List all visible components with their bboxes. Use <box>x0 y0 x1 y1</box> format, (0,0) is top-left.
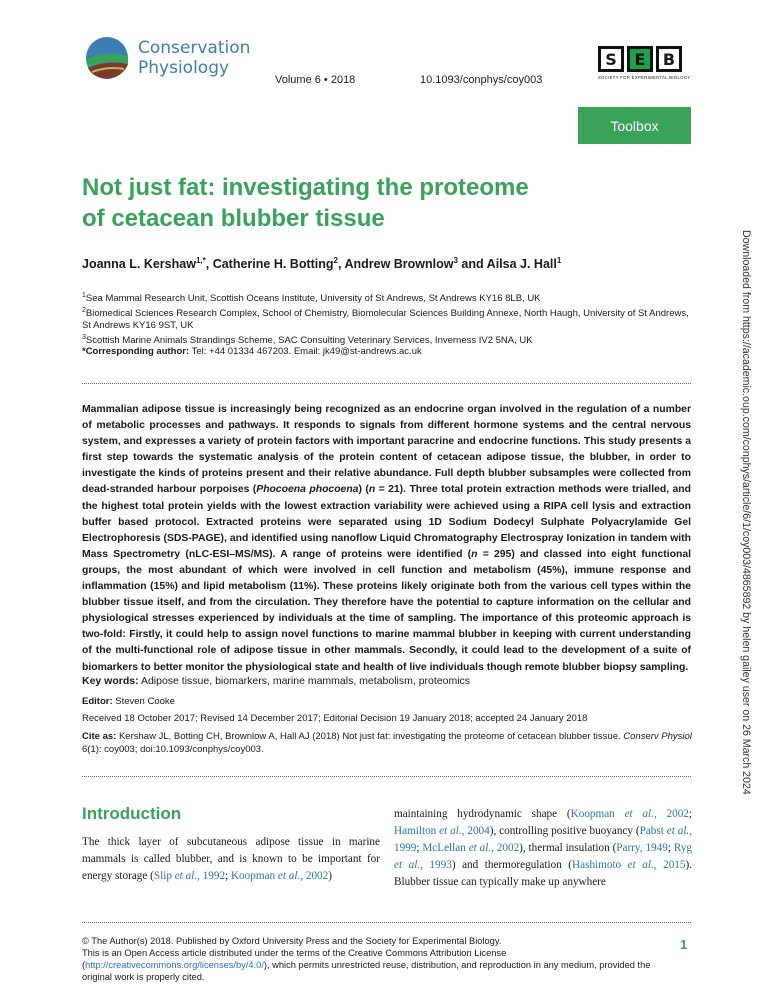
abstract: Mammalian adipose tissue is increasingly being recognized as an endocrine organ involved in the regulation of a number of metabolic processes and pathways. It responds to signals from different hormone systems and the central nervous system, and expresses a variety of protein factors with important paracrine and endocrine functions. This study presents a first step towards the systematic analysis of the protein content of cetacean adipose tissue, the blubber, in order to investigate the kinds of proteins present and their relative abundance. Full depth blubber subsamples were collected from dead-stranded harbour porpoises (Phocoena phocoena) (n = 21). Three total protein extraction methods were trialled, and the highest total protein yields with the lowest extraction variability were achieved using a RIPA cell lysis and extraction buffer based protocol. Extracted proteins were separated using 1D Sodium Dodecyl Sulphate Polyacrylamide Gel Electrophoresis (SDS-PAGE), and identified using nanoflow Liquid Chromatography Electrospray Ionization in tandem with Mass Spectrometry (nLC-ESI–MS/MS). A range of proteins were identified (n = 295) and classed into eight functional groups, the most abundant of which were involved in cell function and metabolism (45%), immune response and inflammation (15%) and lipid metabolism (11%). These proteins likely originate both from the various cell types within the blubber tissue itself, and from the circulation. They therefore have the potential to capture information on the cellular and physiological stresses experienced by individuals at the time of sampling. The importance of this proteomic approach is two-fold: Firstly, it could help to assign novel functions to marine mammal blubber in keeping with current understanding of the multi-functional role of adipose tissue in other mammals. Secondly, it could lead to the development of a suite of biomarkers to better monitor the physiological state and health of live individuals though remote blubber biopsy sampling. <box>82 404 692 673</box>
keywords-label: Key words: <box>82 675 139 687</box>
received-dates: Received 18 October 2017; Revised 14 December 2017; Editorial Decision 19 January 2018; accepted 24 January 2018 <box>82 713 588 724</box>
reference-link[interactable]: Koopman et al., 2002 <box>570 808 689 820</box>
author-name[interactable]: Joanna L. Kershaw <box>82 257 196 272</box>
author-affiliation-marker: 2 <box>333 256 338 265</box>
author-affiliation-marker: 1 <box>556 256 562 265</box>
reference-link[interactable]: Slip et al., 1992 <box>153 870 226 882</box>
seb-subtitle: SOCIETY FOR EXPERIMENTAL BIOLOGY <box>598 75 691 80</box>
title-line-2: of cetacean blubber tissue <box>82 205 385 232</box>
corresponding-author <box>82 346 422 357</box>
author-affiliation-marker: 1,* <box>195 256 206 265</box>
author-list <box>82 256 702 271</box>
citation: Cite as: Kershaw JL, Botting CH, Brownlow A, Hall AJ (2018) Not just fat: investigating the proteome of cetacean blubber tissue. Conserv Physiol 6(1): coy003; doi:10.1093/conphys/coy003. <box>82 731 692 755</box>
reference-link[interactable]: Pabst et al., 1999 <box>394 825 693 854</box>
journal-logo[interactable] <box>82 36 250 80</box>
volume-label: Volume 6 • 2018 <box>275 74 356 86</box>
license-link[interactable]: http://creativecommons.org/licenses/by/4.0/ <box>85 960 264 970</box>
keywords <box>82 675 470 687</box>
affiliation-list <box>82 290 692 347</box>
corresponding-author-label: *Corresponding author: <box>82 346 190 357</box>
introduction-heading: Introduction <box>82 804 182 823</box>
title-line-1: Not just fat: investigating the proteome <box>82 174 529 201</box>
divider <box>82 776 691 777</box>
download-watermark <box>740 230 762 795</box>
article-title <box>82 172 602 234</box>
intro-column-right: maintaining hydrodynamic shape (Koopman et al., 2002; Hamilton et al., 2004), controlling positive buoyancy (Pabst et al., 1999; McLellan et al., 2002), thermal insulation (Parry, 1949; Ryg et al., 1993) and thermoregulation (Hashimoto et al., 2015). Blubber tissue can typically make up anywhere <box>394 808 693 888</box>
license-line: This is an Open Access article distributed under the terms of the Creative Commons Attribution License (http://creativecommons.org/licenses/by/4.0/), which permits unrestricted reuse, distribution, and reproduction in any medium, provided the original work is properly cited. <box>82 948 651 982</box>
seb-letter-s: S <box>598 46 624 72</box>
citation-label: Cite as: <box>82 731 117 742</box>
divider <box>82 922 691 923</box>
doi-label: 10.1093/conphys/coy003 <box>420 74 543 86</box>
author-name[interactable]: Ailsa J. Hall <box>486 257 557 272</box>
seb-logo[interactable] <box>598 46 692 80</box>
author-separator: , <box>337 257 345 272</box>
keywords-value: Adipose tissue, biomarkers, marine mammals, metabolism, proteomics <box>138 675 471 687</box>
reference-link[interactable]: Koopman et al., 2002 <box>230 870 329 882</box>
journal-name-line1: Conservation <box>138 38 251 58</box>
corresponding-author-contact[interactable]: Tel: +44 01334 467203. Email: jk49@st-andrews.ac.uk <box>189 346 422 357</box>
download-note: Downloaded from https://academic.oup.com/conphys/article/6/1/coy003/4865892 by helen gailey user on 26 March 2024 <box>740 230 752 795</box>
author-affiliation-marker: 3 <box>453 256 458 265</box>
reference-link[interactable]: Ryg et al., 1993 <box>394 842 693 871</box>
license-footer <box>82 935 672 983</box>
affiliation-item: $^3$Scottish Marine Animals Strandings Scheme, SAC Consulting Veterinary Services, Inverness IV2 5NA, UK <box>82 334 533 347</box>
divider <box>82 383 691 384</box>
section-tag: Toolbox <box>578 107 691 144</box>
reference-link[interactable]: McLellan et al., 2002 <box>422 842 520 854</box>
seb-letter-b: B <box>656 46 682 72</box>
author-separator: , <box>205 257 213 272</box>
editor-name: Steven Cooke <box>112 696 175 707</box>
affiliation-item: $^1$Sea Mammal Research Unit, Scottish Oceans Institute, University of St Andrews, St Andrews KY16 8LB, UK <box>82 292 541 305</box>
author-name[interactable]: Andrew Brownlow <box>344 257 454 272</box>
journal-name-line2: Physiology <box>138 58 230 78</box>
copyright-line: © The Author(s) 2018. Published by Oxford University Press and the Society for Experimental Biology. <box>82 936 502 946</box>
conservation-physiology-logo-icon <box>82 36 132 80</box>
page-number: 1 <box>680 937 688 952</box>
reference-link[interactable]: Hashimoto et al., 2015 <box>572 859 686 871</box>
seb-letter-e: E <box>627 46 653 72</box>
editor-label: Editor: <box>82 696 113 707</box>
author-separator: and <box>457 257 487 272</box>
reference-link[interactable]: Hamilton et al., 2004 <box>394 825 490 837</box>
author-name[interactable]: Catherine H. Botting <box>212 257 334 272</box>
intro-column-left: The thick layer of subcutaneous adipose tissue in marine mammals is called blubber, and is known to be important for energy storage (Slip et al., 1992; Koopman et al., 2002) <box>82 836 380 882</box>
reference-link[interactable]: Parry, 1949 <box>616 842 668 854</box>
affiliation-item: $^2$Biomedical Sciences Research Complex, School of Chemistry, Biomolecular Sciences Building Annexe, North Haugh, University of St Andrews, St Andrews KY16 9ST, UK <box>82 307 689 332</box>
editor-line <box>82 696 175 707</box>
